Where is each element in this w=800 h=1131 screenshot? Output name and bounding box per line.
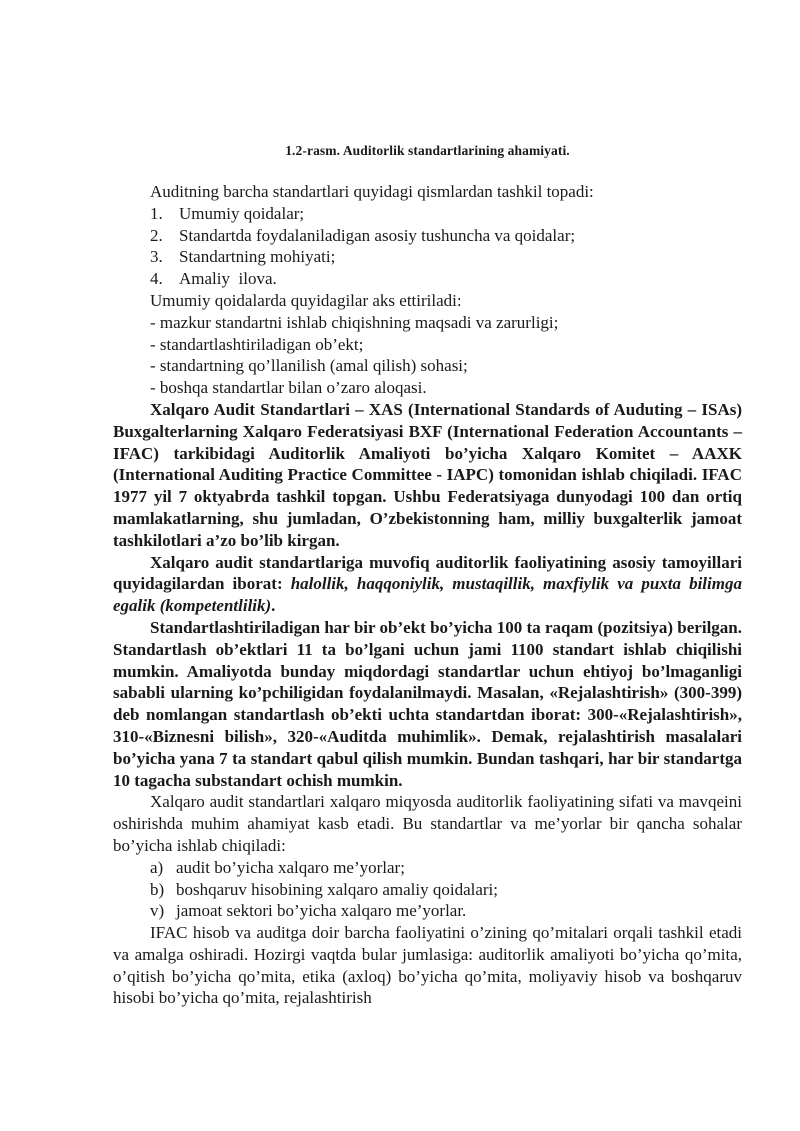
area-text: boshqaruv hisobining xalqaro amaliy qoidalari; (176, 879, 498, 899)
list-number: 2. (150, 225, 163, 245)
list-item (113, 203, 742, 225)
list-number: 3. (150, 247, 163, 267)
list-number: 4. (150, 269, 163, 289)
dash-item: - mazkur standartni ishlab chiqishning maqsadi va zarurligi; (150, 312, 559, 332)
paragraph-significance: Xalqaro audit standartlari xalqaro miqyosda auditorlik faoliyatining sifati va mavqeini oshirishda muhim ahamiyat kasb etadi. Bu standartlar va me’yorlar bir qancha sohalar bo’yicha ishlab chiqiladi: (113, 792, 742, 855)
document-body (113, 181, 742, 1009)
list-text: Standartda foydalaniladigan asosiy tushuncha va qoidalar; (179, 225, 576, 245)
parts-intro: Auditning barcha standartlari quyidagi qismlardan tashkil topadi: (150, 182, 594, 201)
list-text: Standartning mohiyati; (179, 247, 336, 267)
principles-list: halollik, haqqoniylik, mustaqillik, maxfiylik va puxta bilimga egalik (kompetentlilik) (113, 574, 742, 616)
list-text: Amaliy ilova. (179, 269, 277, 289)
paragraph-xas: Xalqaro Audit Standartlari – XAS (International Standards of Auduting – ISAs) Buxgalterlarning Xalqaro Federatsiyasi BXF (International Federation Accountants – IFAC) tarkibidagi Auditorlik Amaliyoti bo’yicha Xalqaro Komitet – AAXK (International Auditing Practice Committee - IAPC) tomonidan ishlab chiqiladi. IFAC 1977 yil 7 oktyabrda tashkil topgan. Ushbu Federatsiyaga dunyodagi 100 dan ortiq mamlakatlarning, shu jumladan, O’zbekistonning ham, milliy buxgalterlik jamoat tashkilotlari a’zo bo’lib kirgan. (113, 399, 742, 550)
area-item (113, 900, 742, 922)
area-text: jamoat sektori bo’yicha xalqaro me’yorlar. (176, 901, 467, 921)
paragraph-ifac: IFAC hisob va auditga doir barcha faoliyatini o’zining qo’mitalari orqali tashkil etadi va amalga oshiradi. Hozirgi vaqtda bular jumlasiga: auditorlik amaliyoti bo’yicha qo’mita, o’qitish bo’yicha qo’mita, etika (axloq) bo’yicha qo’mita, moliyaviy hisob va boshqaruv hisobi bo’yicha qo’mita, rejalashtirish (113, 923, 742, 1008)
list-text: Umumiy qoidalar; (179, 203, 305, 223)
list-number: 1. (150, 203, 163, 223)
area-item (113, 879, 742, 901)
dash-item: - standartlashtiriladigan ob’ekt; (150, 334, 364, 354)
dash-item: - standartning qo’llanilish (amal qilish) sohasi; (150, 356, 468, 376)
paragraph-objects: Standartlashtiriladigan har bir ob’ekt bo’yicha 100 ta raqam (pozitsiya) berilgan. Standartlash ob’ektlari 11 ta bo’lgani uchun jami 1100 standart ishlab chiqilishi mumkin. Amaliyotda bunday miqdordagi standartlar uchun ehtiyoj bo’lmaganligi sababli ularning ko’pchiligidan foydalanilmaydi. Masalan, «Rejalashtirish» (300-399) deb nomlangan standartlash ob’ekti uchta standartdan iborat: 300-«Rejalashtirish», 310-«Biznesni bilish», 320-«Auditda muhimlik». Demak, rejalashtirish masalalari bo’yicha yana 7 ta standart qabul qilish mumkin. Bundan tashqari, har bir standartga 10 tagacha substandart ochish mumkin. (113, 617, 742, 790)
list-item (113, 225, 742, 247)
figure-caption: 1.2-rasm. Auditorlik standartlarining ahamiyati. (285, 143, 570, 158)
list-item (113, 246, 742, 268)
area-letter: a) (150, 857, 164, 877)
dash-item: - boshqa standartlar bilan o’zaro aloqasi. (150, 378, 427, 398)
area-letter: b) (150, 879, 165, 899)
principles-lead: Xalqaro audit standartlariga muvofiq auditorlik faoliyatining asosiy tamoyillari quyidagilardan iborat: (113, 552, 742, 594)
area-text: audit bo’yicha xalqaro me’yorlar; (176, 857, 405, 877)
principles-end: . (271, 596, 276, 616)
area-item (113, 857, 742, 879)
area-letter: v) (150, 901, 165, 921)
list-item (113, 268, 742, 290)
paragraph-principles (113, 552, 742, 617)
general-intro: Umumiy qoidalarda quyidagilar aks ettiriladi: (150, 290, 462, 310)
